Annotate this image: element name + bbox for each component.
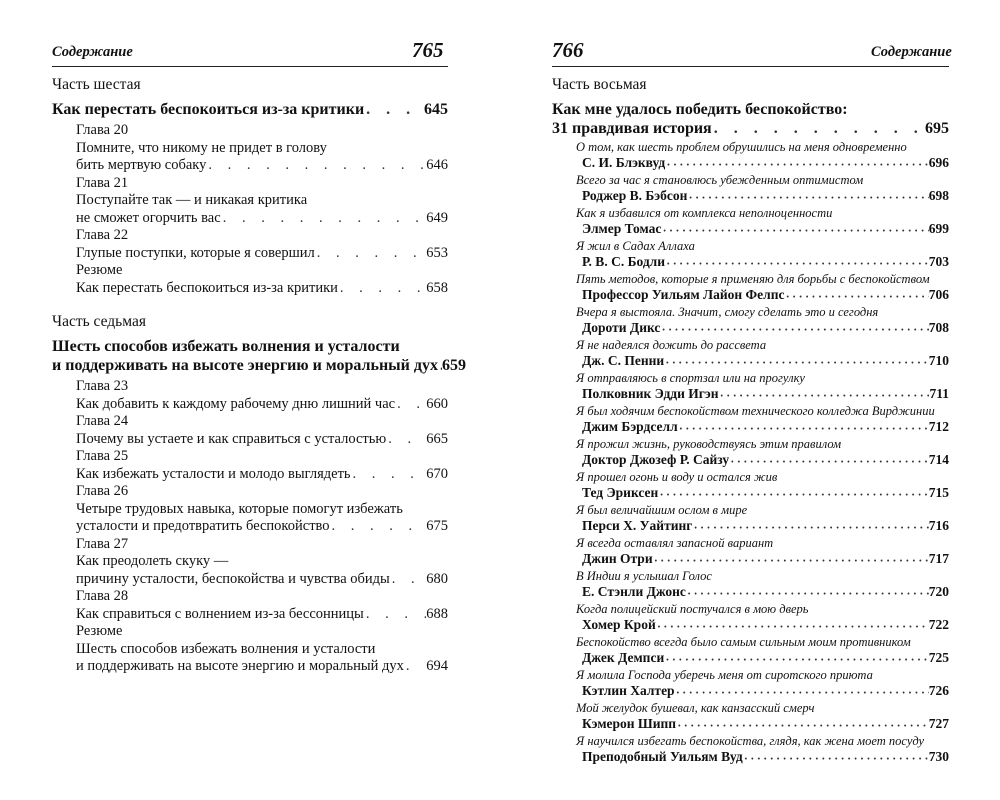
toc-line-text: и поддерживать на высоте энергию и моральный дух: [76, 658, 404, 674]
story-author-text: Джек Демпси: [582, 650, 665, 665]
story-author-text: Элмер Томас: [582, 221, 662, 236]
toc-line: Глава 24: [76, 413, 129, 429]
page-ref: 714: [928, 452, 949, 467]
leader-dots: [692, 518, 928, 536]
toc-line: Глава 23: [76, 378, 129, 394]
story-entry: [576, 602, 949, 635]
story-author: [576, 584, 949, 602]
story-author: [576, 485, 949, 503]
part-label: Часть седьмая: [52, 313, 146, 330]
toc-line-text: Как добавить к каждому рабочему дню лишний час: [76, 395, 396, 412]
page-number: 766: [552, 38, 584, 62]
page-ref: 698: [928, 188, 949, 203]
page-ref: 645: [424, 101, 448, 118]
toc-line: Шесть способов избежать волнения и усталости: [76, 640, 376, 657]
page-ref: 688: [426, 605, 448, 622]
story-entry: [576, 635, 949, 668]
leader-dots: [719, 386, 930, 404]
toc-line: Глава 21: [76, 174, 129, 191]
story-author-text: Р. В. С. Бодли: [582, 254, 666, 269]
page-ref: 696: [928, 155, 949, 170]
story-entry: [576, 701, 949, 734]
story-author-text: Дж. С. Пенни: [582, 353, 665, 368]
story-entry: [576, 503, 949, 536]
story-entry: [576, 437, 949, 470]
story-entry: [576, 668, 949, 701]
leader-dots: [665, 254, 929, 272]
story-entry: [576, 536, 949, 569]
toc-item: [52, 413, 448, 431]
leader-dots: [712, 119, 925, 138]
section-line: Шесть способов избежать волнения и усталости: [52, 338, 400, 355]
leader-dots: [664, 353, 929, 371]
leader-dots: [678, 419, 929, 437]
toc-item: [52, 431, 448, 449]
header-rule: [552, 66, 949, 67]
leader-dots: [221, 210, 427, 228]
story-author: [576, 353, 949, 371]
story-author: [576, 254, 949, 272]
leader-dots: [656, 617, 929, 635]
toc-item: [52, 641, 448, 676]
page-ref: 653: [426, 244, 448, 261]
section-line: [52, 356, 466, 375]
story-entry: [576, 734, 949, 767]
story-entry: [576, 272, 949, 305]
story-entry: [576, 206, 949, 239]
story-title: Как я избавился от комплекса неполноценности: [576, 206, 833, 220]
running-header-title: Содержание: [871, 44, 952, 60]
page-ref: 725: [928, 650, 949, 665]
story-author: [576, 386, 949, 404]
leader-dots: [729, 452, 929, 470]
leader-dots: [664, 650, 929, 668]
page-ref: 695: [925, 120, 949, 137]
leader-dots: [661, 221, 928, 239]
section-line-text: Как перестать беспокоиться из-за критики: [52, 101, 365, 118]
story-title: О том, как шесть проблем обрушились на меня одновременно: [576, 140, 907, 154]
story-author: [576, 650, 949, 668]
section-line-text: и поддерживать на высоте энергию и моральный дух: [52, 357, 438, 374]
story-author: [576, 221, 949, 239]
page-ref: 708: [928, 320, 949, 335]
toc-line-text: Как перестать беспокоиться из-за критики: [76, 279, 338, 296]
story-author: [576, 716, 949, 734]
page-ref: 706: [928, 287, 949, 302]
page-ref: 717: [928, 551, 949, 566]
leader-dots: [390, 571, 426, 589]
leader-dots: [743, 749, 929, 767]
toc-line-text: Как справиться с волнением из-за бессонницы: [76, 605, 364, 622]
section-title: [552, 100, 949, 138]
leader-dots: [404, 658, 426, 676]
story-author-text: Джим Бэрдселл: [582, 419, 678, 434]
part-label: Часть восьмая: [552, 76, 647, 93]
story-entry: [576, 569, 949, 602]
toc-line: Как преодолеть скуку —: [76, 553, 229, 569]
toc-item: [52, 553, 448, 588]
leader-dots: [364, 100, 424, 119]
story-title: Я прожил жизнь, руководствуясь этим правилом: [576, 437, 842, 451]
toc-line: [76, 518, 448, 536]
story-entry: [576, 404, 949, 437]
toc-line-text: причину усталости, беспокойства и чувства обиды: [76, 570, 390, 587]
toc-line: Глава 27: [76, 535, 129, 552]
section-line: [52, 100, 448, 119]
toc-item: [52, 466, 448, 484]
story-author: [576, 155, 949, 173]
section-title: [52, 100, 448, 119]
story-author-text: Доктор Джозеф Р. Сайзу: [582, 452, 730, 467]
story-title: Я научился избегать беспокойства, глядя, как жена моет посуду: [576, 734, 925, 748]
toc-item: [52, 536, 448, 554]
page-ref: 722: [928, 617, 949, 632]
toc-line: [76, 658, 448, 676]
toc-line: Глава 26: [76, 483, 129, 499]
leader-dots: [395, 396, 426, 414]
toc-item: [52, 501, 448, 536]
toc-line: [76, 466, 448, 484]
page-ref: 715: [928, 485, 949, 500]
leader-dots: [364, 606, 426, 624]
leader-dots: [687, 188, 928, 206]
leader-dots: [206, 157, 426, 175]
page-ref: 646: [426, 157, 448, 173]
story-author: [576, 518, 949, 536]
toc-item: [52, 192, 448, 227]
leader-dots: [351, 466, 427, 484]
page-ref: 727: [928, 716, 949, 731]
page-ref: 712: [928, 419, 949, 434]
leader-dots: [315, 245, 426, 263]
story-title: Мой желудок бушевал, как канзасский смерч: [576, 701, 815, 715]
toc-line-text: не сможет огорчить вас: [76, 209, 221, 226]
page-ref: 649: [426, 209, 448, 226]
story-title: Я прошел огонь и воду и остался жив: [576, 470, 778, 484]
page-ref: 711: [929, 386, 949, 401]
story-author: [576, 419, 949, 437]
story-author: [576, 320, 949, 338]
toc-line: [76, 606, 448, 624]
story-author: [576, 452, 949, 470]
story-author-text: Джин Отри: [582, 551, 653, 566]
toc-left-column: [52, 70, 466, 676]
page-ref: 660: [426, 395, 448, 412]
leader-dots: [686, 584, 929, 602]
story-entry: [576, 371, 949, 404]
toc-line: Резюме: [76, 262, 123, 278]
story-title: Пять методов, которые я применяю для борьбы с беспокойством: [576, 272, 930, 286]
page-ref: 680: [426, 570, 448, 587]
story-title: Я жил в Садах Аллаха: [576, 239, 695, 253]
story-title: В Индии я услышал Голос: [576, 569, 712, 583]
toc-line: [76, 157, 448, 175]
leader-dots: [338, 280, 426, 298]
story-title: Я был величайшим ослом в мире: [576, 503, 748, 517]
story-author-text: С. И. Блэквуд: [582, 155, 666, 170]
toc-line: [76, 396, 448, 414]
running-header-title: Содержание: [52, 44, 133, 60]
leader-dots: [660, 320, 928, 338]
story-author-text: Роджер В. Бэбсон: [582, 188, 688, 203]
toc-line-text: Как избежать усталости и молодо выглядеть: [76, 465, 351, 482]
story-entry: [576, 470, 949, 503]
story-author: [576, 749, 949, 767]
story-entry: [576, 173, 949, 206]
story-author: [576, 683, 949, 701]
story-author-text: Полковник Эдди Игэн: [582, 386, 719, 401]
toc-line-text: Почему вы устаете и как справиться с усталостью: [76, 430, 387, 447]
page-ref: 665: [426, 430, 448, 447]
toc-line: Глава 25: [76, 448, 129, 464]
story-author-text: Е. Стэнли Джонс: [582, 584, 686, 599]
page-ref: 710: [928, 353, 949, 368]
toc-line: Поступайте так — и никакая критика: [76, 192, 308, 208]
toc-line: [76, 431, 448, 449]
page-ref: 703: [928, 254, 949, 269]
story-title: Всего за час я становлюсь убежденным оптимистом: [576, 173, 864, 187]
toc-line: [76, 210, 448, 228]
part-label: Часть шестая: [52, 76, 141, 93]
header-rule: [52, 66, 448, 67]
story-title: Я молила Господа уберечь меня от сиротского приюта: [576, 668, 873, 682]
page-ref: 670: [426, 465, 448, 482]
page-number: 765: [412, 38, 444, 62]
page-ref: 730: [928, 749, 949, 764]
story-title: Я всегда оставлял запасной вариант: [576, 536, 774, 550]
leader-dots: [665, 155, 929, 173]
story-author-text: Профессор Уильям Лайон Фелпс: [582, 287, 785, 302]
toc-line: Помните, что никому не придет в голову: [76, 139, 327, 156]
story-title: Я не надеялся дожить до рассвета: [576, 338, 767, 352]
story-author: [576, 617, 949, 635]
story-author: [576, 188, 949, 206]
story-author-text: Тед Эриксен: [582, 485, 659, 500]
story-title: Вчера я выстояла. Значит, смогу сделать это и сегодня: [576, 305, 879, 319]
page-ref: 694: [426, 658, 448, 674]
toc-item: [52, 606, 448, 624]
toc-line: Глава 28: [76, 588, 129, 604]
story-author-text: Кэтлин Халтер: [582, 683, 675, 698]
toc-item: [52, 227, 448, 245]
section-line-text: 31 правдивая история: [552, 120, 712, 137]
page-ref: 659: [441, 357, 466, 374]
story-author: [576, 551, 949, 569]
toc-item: [52, 245, 448, 263]
toc-item: [52, 396, 448, 414]
story-author-text: Кэмерон Шипп: [582, 716, 677, 731]
page-ref: 716: [928, 518, 949, 533]
toc-item: [52, 140, 448, 175]
toc-line-text: усталости и предотвратить беспокойство: [76, 518, 330, 534]
toc-right-column: [552, 70, 949, 767]
story-entry: [576, 239, 949, 272]
story-entry: [576, 305, 949, 338]
toc-line-text: Глупые поступки, которые я совершил: [76, 244, 315, 261]
story-title: Я был ходячим беспокойством технического колледжа Вирджинии: [576, 404, 935, 418]
toc-line: [76, 245, 448, 263]
section-line: Как мне удалось победить беспокойство:: [552, 101, 848, 118]
leader-dots: [676, 716, 929, 734]
toc-item: [52, 483, 448, 501]
leader-dots: [330, 518, 427, 536]
leader-dots: [658, 485, 928, 503]
toc-item: [52, 262, 448, 280]
story-title: Когда полицейский постучался в мою дверь: [576, 602, 809, 616]
toc-line: Глава 22: [76, 227, 129, 243]
leader-dots: [653, 551, 929, 569]
section-title: [52, 337, 466, 375]
story-author: [576, 287, 949, 305]
toc-item: [52, 280, 448, 298]
toc-item: [52, 588, 448, 606]
page-ref: 720: [928, 584, 949, 599]
toc-item: [52, 623, 448, 641]
story-author-text: Перси Х. Уайтинг: [582, 518, 693, 533]
leader-dots: [386, 431, 426, 449]
story-entry: [576, 140, 949, 173]
story-entry: [576, 338, 949, 371]
page-ref: 675: [426, 518, 448, 534]
story-title: Беспокойство всегда было самым сильным моим противником: [576, 635, 911, 649]
toc-line: Резюме: [76, 623, 123, 639]
toc-line: [76, 280, 448, 298]
leader-dots: [784, 287, 928, 305]
toc-item: [52, 448, 448, 466]
toc-line: Глава 20: [76, 122, 129, 138]
section-line: [552, 119, 949, 138]
toc-item: [52, 175, 448, 193]
page-ref: 699: [928, 221, 949, 236]
page-ref: 658: [426, 279, 448, 296]
leader-dots: [675, 683, 929, 701]
story-author-text: Хомер Крой: [582, 617, 656, 632]
toc-item: [52, 122, 448, 140]
toc-line: Четыре трудовых навыка, которые помогут избежать: [76, 500, 403, 517]
toc-line-text: бить мертвую собаку: [76, 157, 207, 173]
story-title: Я отправляюсь в спортзал или на прогулку: [576, 371, 805, 385]
page-ref: 726: [928, 683, 949, 698]
story-author-text: Преподобный Уильям Вуд: [582, 749, 743, 764]
toc-item: [52, 378, 448, 396]
toc-line: [76, 571, 448, 589]
story-author-text: Дороти Дикс: [582, 320, 661, 335]
